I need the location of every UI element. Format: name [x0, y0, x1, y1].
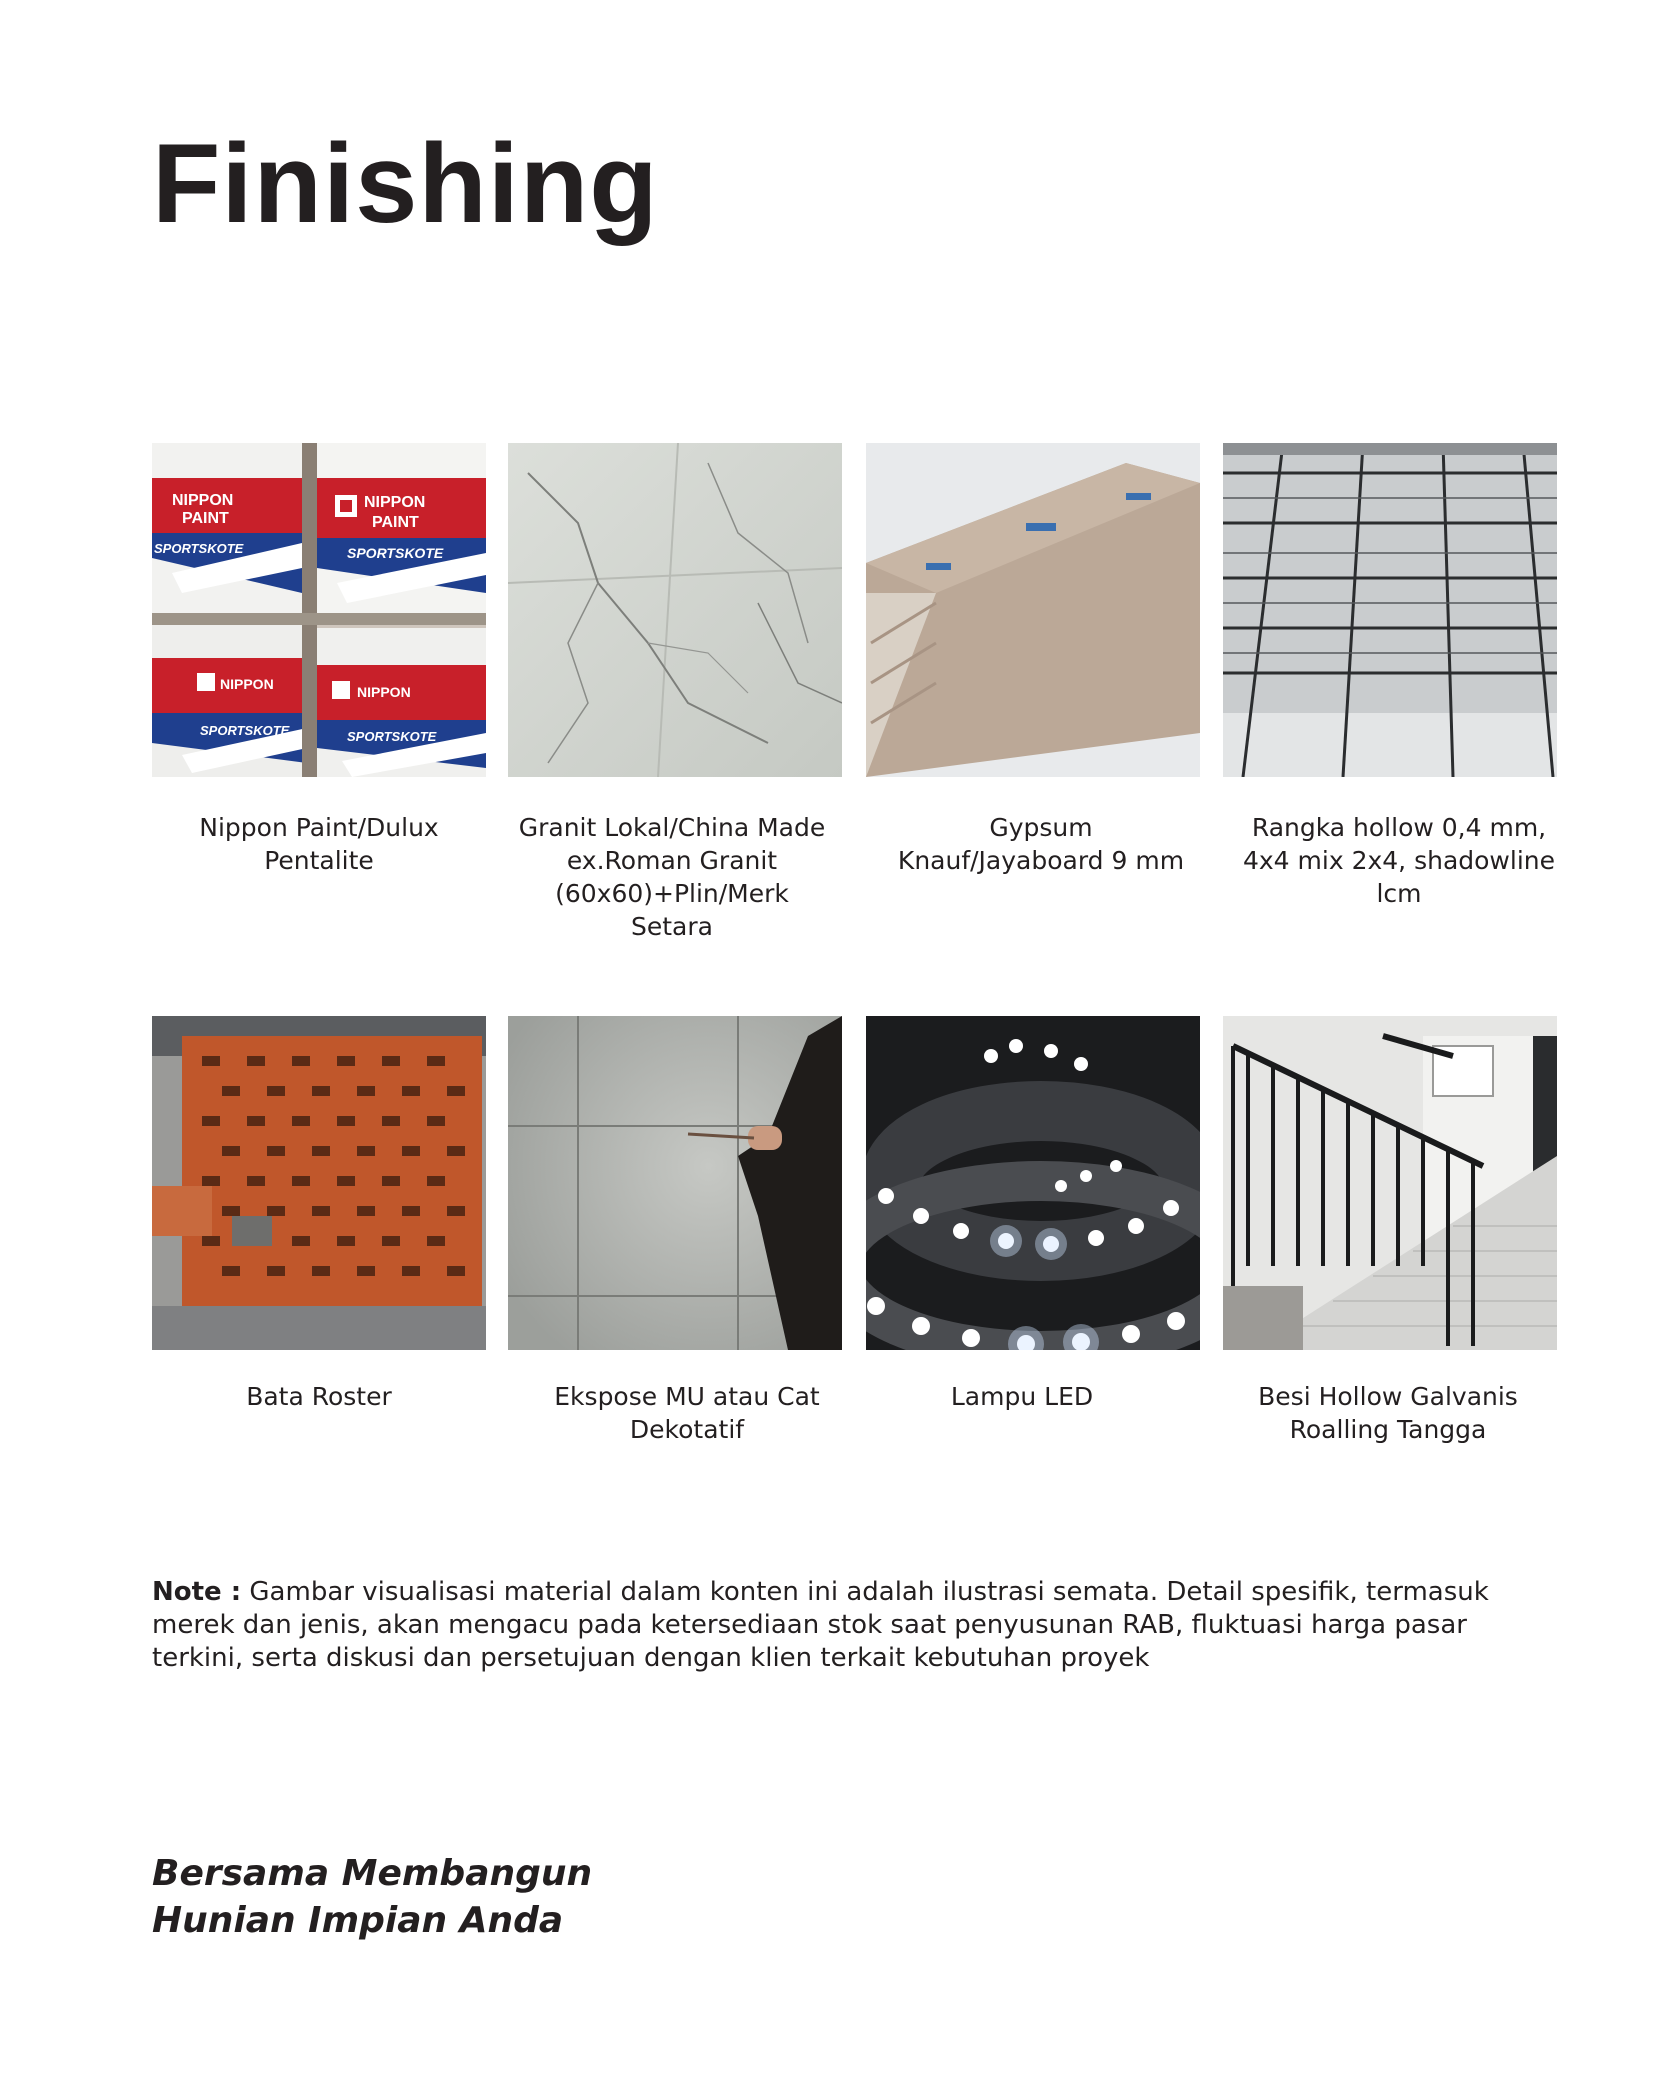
note-label: Note : [152, 1577, 242, 1607]
exposed-concrete-wall-photo [508, 1016, 842, 1350]
slogan-line: Bersama Membangun [152, 1853, 593, 1894]
paint-buckets-photo [152, 443, 486, 777]
material-caption-granite: Granit Lokal/China Made ex.Roman Granit (60x60)+Plin/Merk Setara [518, 813, 826, 941]
svg-text:PAINT: PAINT [372, 514, 419, 531]
svg-text:SPORTSKOTE: SPORTSKOTE [154, 541, 244, 556]
roster-brick-wall-photo [152, 1016, 486, 1350]
svg-text:SPORTSKOTE: SPORTSKOTE [200, 723, 290, 738]
svg-text:NIPPON: NIPPON [357, 684, 411, 700]
material-caption-gypsum: Gypsum Knauf/Jayaboard 9 mm [897, 813, 1185, 875]
svg-text:SPORTSKOTE: SPORTSKOTE [347, 545, 444, 561]
svg-text:PAINT: PAINT [182, 510, 229, 527]
material-caption-railing: Besi Hollow Galvanis Roalling Tangga [1258, 1382, 1518, 1444]
svg-text:SPORTSKOTE: SPORTSKOTE [347, 729, 437, 744]
slogan [152, 1850, 592, 1944]
gypsum-board-stack-photo [866, 443, 1200, 777]
ceiling-hollow-frame-photo [1223, 443, 1557, 777]
svg-text:NIPPON: NIPPON [364, 494, 426, 511]
led-strip-photo [866, 1016, 1200, 1350]
stair-railing-photo [1223, 1016, 1557, 1350]
slogan-line: Hunian Impian Anda [152, 1900, 564, 1941]
material-caption-ceiling-frame: Rangka hollow 0,4 mm, 4x4 mix 2x4, shadowline lcm [1242, 813, 1555, 908]
note-line: merek dan jenis, akan mengacu pada ketersediaan stok saat penyusunan RAB, fluktuasi harga pasar [152, 1610, 1467, 1640]
svg-text:NIPPON: NIPPON [220, 676, 274, 692]
disclaimer-note [152, 1576, 1572, 1675]
page-title: Finishing [152, 121, 659, 246]
note-line: terkini, serta diskusi dan persetujuan dengan klien terkait kebutuhan proyek [152, 1643, 1150, 1673]
material-caption-led: Lampu LED [950, 1382, 1094, 1411]
material-caption-paint: Nippon Paint/Dulux Pentalite [199, 813, 439, 875]
marble-granite-tile-photo [508, 443, 842, 777]
svg-text:NIPPON: NIPPON [172, 492, 234, 509]
material-caption-exposed-wall: Ekspose MU atau Cat Dekotatif [554, 1382, 820, 1444]
note-line: Gambar visualisasi material dalam konten ini adalah ilustrasi semata. Detail spesifik, termasuk [249, 1577, 1489, 1607]
material-caption-roster: Bata Roster [246, 1382, 392, 1411]
